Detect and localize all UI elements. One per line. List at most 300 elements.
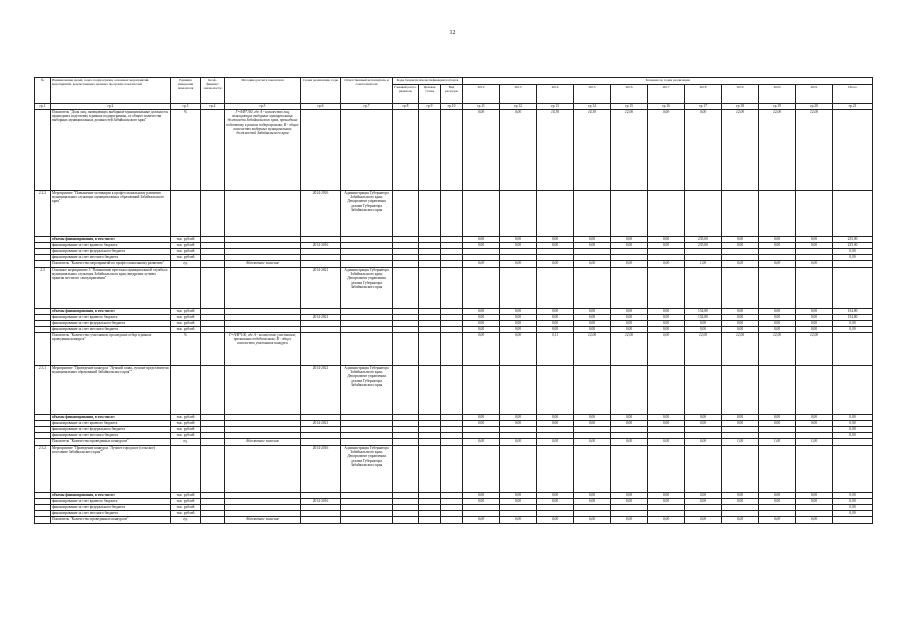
row-value — [685, 268, 722, 309]
row-period — [301, 110, 341, 191]
header-year: Итого — [833, 85, 873, 104]
row-value: 0,00 — [796, 309, 833, 315]
header-code-col: Главный распо-рядитель — [393, 85, 419, 104]
row-name: Показатель "Количество участников, прошедших отбор в рамках проведения конкурса" — [51, 333, 171, 366]
column-index: гр.20 — [796, 104, 833, 110]
row-name: Мероприятие "Повышение мотивации к профессиональному развитию муниципальных служащих муниципальных образований Забайкальского края" — [51, 191, 171, 237]
row-value: 0,00 — [796, 499, 833, 505]
row-coef — [201, 110, 225, 191]
row-name: объемы финансирования, в том числе: — [51, 415, 171, 421]
row-value: 0,00 — [537, 315, 574, 321]
row-value — [500, 191, 537, 237]
row-value: 0,00 — [463, 493, 500, 499]
row-value: 12,00 — [722, 110, 759, 191]
row-executor — [341, 261, 393, 268]
row-value: 0,00 — [463, 315, 500, 321]
table-row — [35, 366, 873, 415]
header-executor: Ответственный исполнитель и соисполнители — [341, 78, 393, 104]
row-value: 0,00 — [500, 517, 537, 524]
row-value: 0,00 — [759, 237, 796, 243]
row-value — [796, 191, 833, 237]
row-value: 0,00 — [574, 517, 611, 524]
row-unit: тыс. рублей — [171, 309, 201, 315]
row-value: 0,00 — [500, 309, 537, 315]
row-value — [500, 446, 537, 493]
row-value: 0,00 — [759, 415, 796, 421]
table-row — [35, 191, 873, 237]
row-name: Показатель "Количество проведенных конкурсов" — [51, 439, 171, 446]
row-value: 0,00 — [833, 249, 873, 255]
row-value: 0,00 — [648, 493, 685, 499]
row-value: 12,00 — [685, 333, 722, 366]
row-value: 0,00 — [833, 255, 873, 261]
row-value: 0,00 — [722, 237, 759, 243]
header-year: 2019 — [722, 85, 759, 104]
row-name: объемы финансирования, в том числе: — [51, 309, 171, 315]
row-value: 0,00 — [722, 321, 759, 327]
row-code-cs — [419, 268, 441, 309]
table-row — [35, 439, 873, 446]
row-unit: тыс. рублей — [171, 321, 201, 327]
row-name: финансирование за счет краевого бюджета — [51, 499, 171, 505]
row-value: 0,00 — [463, 261, 500, 268]
row-value: 0,00 — [500, 110, 537, 191]
row-unit: тыс. рублей — [171, 249, 201, 255]
row-value: 0,00 — [685, 110, 722, 191]
page-number: 12 — [449, 30, 456, 36]
row-value: 235,00 — [685, 237, 722, 243]
row-code-cs — [419, 439, 441, 446]
row-coef — [201, 439, 225, 446]
row-code-cs — [419, 191, 441, 237]
row-code-gr — [393, 261, 419, 268]
column-index: гр.18 — [722, 104, 759, 110]
row-value — [611, 268, 648, 309]
row-value: 0,00 — [648, 439, 685, 446]
row-value — [685, 446, 722, 493]
header-coef: Коэф-фициент значи-мости — [201, 78, 225, 104]
row-unit: тыс. рублей — [171, 511, 201, 517]
row-value — [463, 446, 500, 493]
row-value: 0,00 — [500, 415, 537, 421]
row-value — [648, 366, 685, 415]
row-value: 0,00 — [759, 421, 796, 427]
row-value: 0,00 — [611, 309, 648, 315]
header-year: 2017 — [648, 85, 685, 104]
row-coef — [201, 517, 225, 524]
row-value — [833, 191, 873, 237]
row-value: 0,00 — [722, 415, 759, 421]
row-value: 0,00 — [500, 499, 537, 505]
row-code-vr — [441, 110, 463, 191]
row-unit: % — [171, 110, 201, 191]
row-value: 0,00 — [796, 321, 833, 327]
row-value: 0,00 — [500, 439, 537, 446]
row-unit — [171, 446, 201, 493]
row-period: 2014-2016 — [301, 446, 341, 493]
row-value — [833, 517, 873, 524]
row-name: объемы финансирования, в том числе: — [51, 237, 171, 243]
row-value: 0,00 — [500, 261, 537, 268]
row-value: 12,00 — [759, 333, 796, 366]
row-value — [833, 446, 873, 493]
row-value: 0,00 — [833, 511, 873, 517]
row-value — [833, 110, 873, 191]
row-value: 0,00 — [833, 321, 873, 327]
row-value: 0,00 — [611, 517, 648, 524]
row-value: 0,00 — [759, 309, 796, 315]
row-value: 235,00 — [833, 237, 873, 243]
row-value: 0,00 — [611, 315, 648, 321]
row-value: 154,80 — [685, 315, 722, 321]
row-value: 12,00 — [722, 333, 759, 366]
column-index: гр.5 — [225, 104, 301, 110]
row-code-cs — [419, 333, 441, 366]
row-code-vr — [441, 268, 463, 309]
row-value — [463, 191, 500, 237]
row-value — [722, 446, 759, 493]
row-code-vr — [441, 446, 463, 493]
row-code-gr — [393, 517, 419, 524]
row-value: 0,00 — [722, 421, 759, 427]
row-unit — [171, 191, 201, 237]
row-unit: ед. — [171, 517, 201, 524]
row-value: 0,00 — [796, 327, 833, 333]
row-value: 0,00 — [574, 321, 611, 327]
column-index: гр.14 — [574, 104, 611, 110]
row-value: 0,00 — [759, 327, 796, 333]
row-value: 0,00 — [537, 327, 574, 333]
row-value: 0,00 — [463, 237, 500, 243]
row-unit: ед. — [171, 261, 201, 268]
column-index: гр.4 — [201, 104, 225, 110]
row-value: 0,00 — [833, 493, 873, 499]
row-value — [833, 366, 873, 415]
column-index: гр.6 — [301, 104, 341, 110]
row-value: 0,00 — [500, 421, 537, 427]
row-name: финансирование за счет краевого бюджета — [51, 315, 171, 321]
header-year: 2014 — [537, 85, 574, 104]
row-value — [611, 446, 648, 493]
row-value: 0,00 — [759, 517, 796, 524]
row-value: 12,00 — [759, 110, 796, 191]
row-value: 0,00 — [463, 415, 500, 421]
row-unit: тыс. рублей — [171, 415, 201, 421]
row-unit: тыс. рублей — [171, 433, 201, 439]
row-value: 0,00 — [537, 439, 574, 446]
row-value — [574, 366, 611, 415]
header-codes: Коды бюджетной классификации расходов — [393, 78, 463, 85]
row-value: 0,00 — [648, 261, 685, 268]
header-code-col: Целевая статья — [419, 85, 441, 104]
column-index: гр.19 — [759, 104, 796, 110]
row-value: 0,00 — [685, 493, 722, 499]
row-number — [35, 517, 51, 524]
row-value: 0,00 — [537, 421, 574, 427]
header-period: Сроки реализации, годы — [301, 78, 341, 104]
row-period: 2014-2016 — [301, 191, 341, 237]
row-value: 0,00 — [796, 517, 833, 524]
row-unit — [171, 268, 201, 309]
row-name: финансирование за счет федерального бюджета — [51, 321, 171, 327]
row-value: 0,00 — [648, 415, 685, 421]
row-unit: тыс. рублей — [171, 237, 201, 243]
row-value: 0,00 — [685, 421, 722, 427]
row-coef — [201, 333, 225, 366]
row-value: 0,00 — [574, 243, 611, 249]
row-value: 12,00 — [611, 110, 648, 191]
row-name: финансирование за счет федерального бюджета — [51, 249, 171, 255]
row-value: 0,00 — [648, 309, 685, 315]
row-unit: тыс. рублей — [171, 327, 201, 333]
row-value: 0,00 — [648, 499, 685, 505]
row-value: 0,00 — [574, 327, 611, 333]
row-value — [722, 191, 759, 237]
row-value — [574, 446, 611, 493]
row-value: 0,00 — [537, 261, 574, 268]
column-index: гр.17 — [685, 104, 722, 110]
row-name: финансирование за счет местного бюджета — [51, 327, 171, 333]
row-value: 0,00 — [574, 439, 611, 446]
row-value: 0,00 — [833, 415, 873, 421]
row-value: 0,00 — [833, 421, 873, 427]
row-value: 0,00 — [463, 517, 500, 524]
row-value: 0,00 — [537, 309, 574, 315]
row-value: 0,00 — [611, 261, 648, 268]
row-code-vr — [441, 439, 463, 446]
row-unit: тыс. рублей — [171, 243, 201, 249]
row-method — [225, 366, 301, 415]
row-value: 0,00 — [537, 243, 574, 249]
row-method — [225, 191, 301, 237]
row-value — [759, 446, 796, 493]
row-executor — [341, 517, 393, 524]
row-value — [685, 366, 722, 415]
row-code-cs — [419, 366, 441, 415]
row-unit: % — [171, 333, 201, 366]
row-number — [35, 333, 51, 366]
row-unit: тыс. рублей — [171, 499, 201, 505]
row-executor — [341, 333, 393, 366]
column-index: гр.1 — [35, 104, 51, 110]
row-value: 0,00 — [537, 499, 574, 505]
header-year: 2021 — [796, 85, 833, 104]
row-value: 0,00 — [611, 493, 648, 499]
row-name: финансирование за счет местного бюджета — [51, 255, 171, 261]
row-name: финансирование за счет местного бюджета — [51, 511, 171, 517]
row-value — [574, 268, 611, 309]
row-value: 0,00 — [500, 321, 537, 327]
row-value: 235,00 — [685, 243, 722, 249]
row-value: 0,00 — [500, 327, 537, 333]
row-unit: тыс. рублей — [171, 505, 201, 511]
row-name: финансирование за счет федерального бюджета — [51, 505, 171, 511]
row-value — [759, 366, 796, 415]
column-index: гр.16 — [648, 104, 685, 110]
column-index: гр.11 — [463, 104, 500, 110]
row-value — [796, 268, 833, 309]
row-executor: Администрация Губернатора Забайкальского края; Департамент управления делами Губернатора Забайкальского края — [341, 366, 393, 415]
row-value — [463, 268, 500, 309]
row-value: 0,00 — [611, 439, 648, 446]
table-row — [35, 268, 873, 309]
row-value — [500, 366, 537, 415]
row-value: 0,00 — [574, 237, 611, 243]
row-value: 0,00 — [759, 315, 796, 321]
row-name: Показатель "Количество проведенных конкурсов" — [51, 517, 171, 524]
row-value: 0,00 — [722, 243, 759, 249]
row-period — [301, 333, 341, 366]
row-period: 2014-2021 — [301, 421, 341, 427]
column-index: гр.10 — [441, 104, 463, 110]
row-value: 0,00 — [648, 110, 685, 191]
row-value — [722, 366, 759, 415]
row-value: 0,00 — [537, 415, 574, 421]
row-code-vr — [441, 366, 463, 415]
row-name: объемы финансирования, в том числе: — [51, 493, 171, 499]
row-number: 2.3.2 — [35, 446, 51, 493]
header-year: 2018 — [685, 85, 722, 104]
row-value: 0,00 — [463, 243, 500, 249]
column-index: гр.21 — [833, 104, 873, 110]
table-row — [35, 517, 873, 524]
row-value: 0,00 — [833, 499, 873, 505]
column-index: гр.15 — [611, 104, 648, 110]
row-value: 0,00 — [833, 505, 873, 511]
row-value — [537, 268, 574, 309]
row-value — [685, 191, 722, 237]
row-value: 0,00 — [648, 333, 685, 366]
row-method: Г=А/В*100, где А - количество участников, признанных победителями; В - общее количество участников конкурса — [225, 333, 301, 366]
row-value — [833, 261, 873, 268]
row-value: 0,00 — [500, 243, 537, 249]
row-period: 2014-2016 — [301, 243, 341, 249]
row-number: 2.3 — [35, 268, 51, 309]
row-period: 2014-2021 — [301, 315, 341, 321]
table-row — [35, 261, 873, 268]
row-value: 12,00 — [796, 333, 833, 366]
row-value — [537, 366, 574, 415]
row-code-gr — [393, 191, 419, 237]
row-value: 0,00 — [574, 309, 611, 315]
row-unit — [171, 366, 201, 415]
row-code-gr — [393, 268, 419, 309]
row-code-cs — [419, 446, 441, 493]
row-value: 0,00 — [648, 243, 685, 249]
row-method: Г=А/В*100, где А - количество лиц, замещающих выборные муниципальные должности Забайкальского края, прошедших подготовку в рамках подпрограммы; В - общее количество выборных муниципальных должностей Забайкальского края — [225, 110, 301, 191]
row-method: Абсолютное значение — [225, 517, 301, 524]
row-code-gr — [393, 366, 419, 415]
row-method — [225, 446, 301, 493]
row-number — [35, 110, 51, 191]
row-number: 2.3.1 — [35, 366, 51, 415]
row-value: 12,00 — [796, 110, 833, 191]
row-name: Мероприятие "Проведение конкурса "Лучшее городское (сельское) поселение Забайкальского края"" — [51, 446, 171, 493]
row-value: 0,00 — [759, 243, 796, 249]
row-value: 0,00 — [722, 315, 759, 321]
row-value: 0,00 — [574, 421, 611, 427]
row-value: 0,00 — [574, 493, 611, 499]
row-value: 1,00 — [796, 439, 833, 446]
row-period: 2014-2016 — [301, 499, 341, 505]
header-method: Методика расчета показателя — [225, 78, 301, 104]
row-value — [796, 446, 833, 493]
row-code-cs — [419, 110, 441, 191]
row-value: 1,00 — [722, 439, 759, 446]
column-index: гр.13 — [537, 104, 574, 110]
row-code-cs — [419, 517, 441, 524]
row-value — [611, 191, 648, 237]
row-value: 0,00 — [796, 315, 833, 321]
row-name: Мероприятие "Проведение конкурса "Лучший глава, лучшие представители муниципальных образований Забайкальского края"" — [51, 366, 171, 415]
row-value: 0,00 — [611, 499, 648, 505]
row-value: 0,00 — [611, 415, 648, 421]
row-value — [796, 366, 833, 415]
row-unit: ед. — [171, 439, 201, 446]
row-value — [833, 333, 873, 366]
row-period — [301, 517, 341, 524]
row-name: финансирование за счет краевого бюджета — [51, 243, 171, 249]
row-value — [648, 191, 685, 237]
column-index: гр.12 — [500, 104, 537, 110]
row-value — [611, 366, 648, 415]
row-value — [759, 191, 796, 237]
row-value: 0,00 — [611, 243, 648, 249]
row-value: 1,00 — [685, 261, 722, 268]
row-executor: Администрация Губернатора Забайкальского края; Департамент управления делами Губернатора Забайкальского края — [341, 446, 393, 493]
row-value: 0,00 — [648, 517, 685, 524]
column-index: гр.8 — [393, 104, 419, 110]
row-value: 0,00 — [796, 243, 833, 249]
row-value: 0,00 — [833, 427, 873, 433]
row-period — [301, 439, 341, 446]
row-value: 0,00 — [722, 499, 759, 505]
header-year: 2013 — [500, 85, 537, 104]
row-value — [759, 268, 796, 309]
row-value: 0,00 — [574, 315, 611, 321]
row-period: 2014-2021 — [301, 366, 341, 415]
row-value: 0,00 — [722, 517, 759, 524]
row-period: 2014-2021 — [301, 268, 341, 309]
header-year: 2012 — [463, 85, 500, 104]
row-value — [537, 446, 574, 493]
row-name: Показатель "Количество мероприятий по профессиональному развитию" — [51, 261, 171, 268]
row-code-cs — [419, 261, 441, 268]
row-value: 0,00 — [648, 315, 685, 321]
row-value: 0,00 — [759, 493, 796, 499]
row-value: 0,00 — [500, 315, 537, 321]
row-value: 0,00 — [574, 261, 611, 268]
header-no: № — [35, 78, 51, 104]
row-value: 154,80 — [685, 309, 722, 315]
row-value: 0,00 — [648, 321, 685, 327]
row-value: 0,00 — [722, 493, 759, 499]
row-unit: тыс. рублей — [171, 421, 201, 427]
row-name: Показатель "Доля лиц, замещающих выборные муниципальные должности, прошедших подготовку в рамках подпрограммы, от общего количества выборных муниципальных должностей Забайкальского края" — [51, 110, 171, 191]
row-value: 0,00 — [463, 110, 500, 191]
row-value: 0,00 — [500, 333, 537, 366]
row-value: 154,80 — [833, 315, 873, 321]
row-coef — [201, 261, 225, 268]
row-value: 0,00 — [611, 421, 648, 427]
row-executor: Администрация Губернатора Забайкальского края; Департамент управления делами Губернатора Забайкальского края — [341, 191, 393, 237]
row-value: 0,00 — [685, 327, 722, 333]
row-value: 0,00 — [759, 499, 796, 505]
column-index: гр.2 — [51, 104, 171, 110]
row-value — [833, 439, 873, 446]
header-unit: Единица измерения показателя — [171, 78, 201, 104]
row-value: 0,00 — [685, 439, 722, 446]
